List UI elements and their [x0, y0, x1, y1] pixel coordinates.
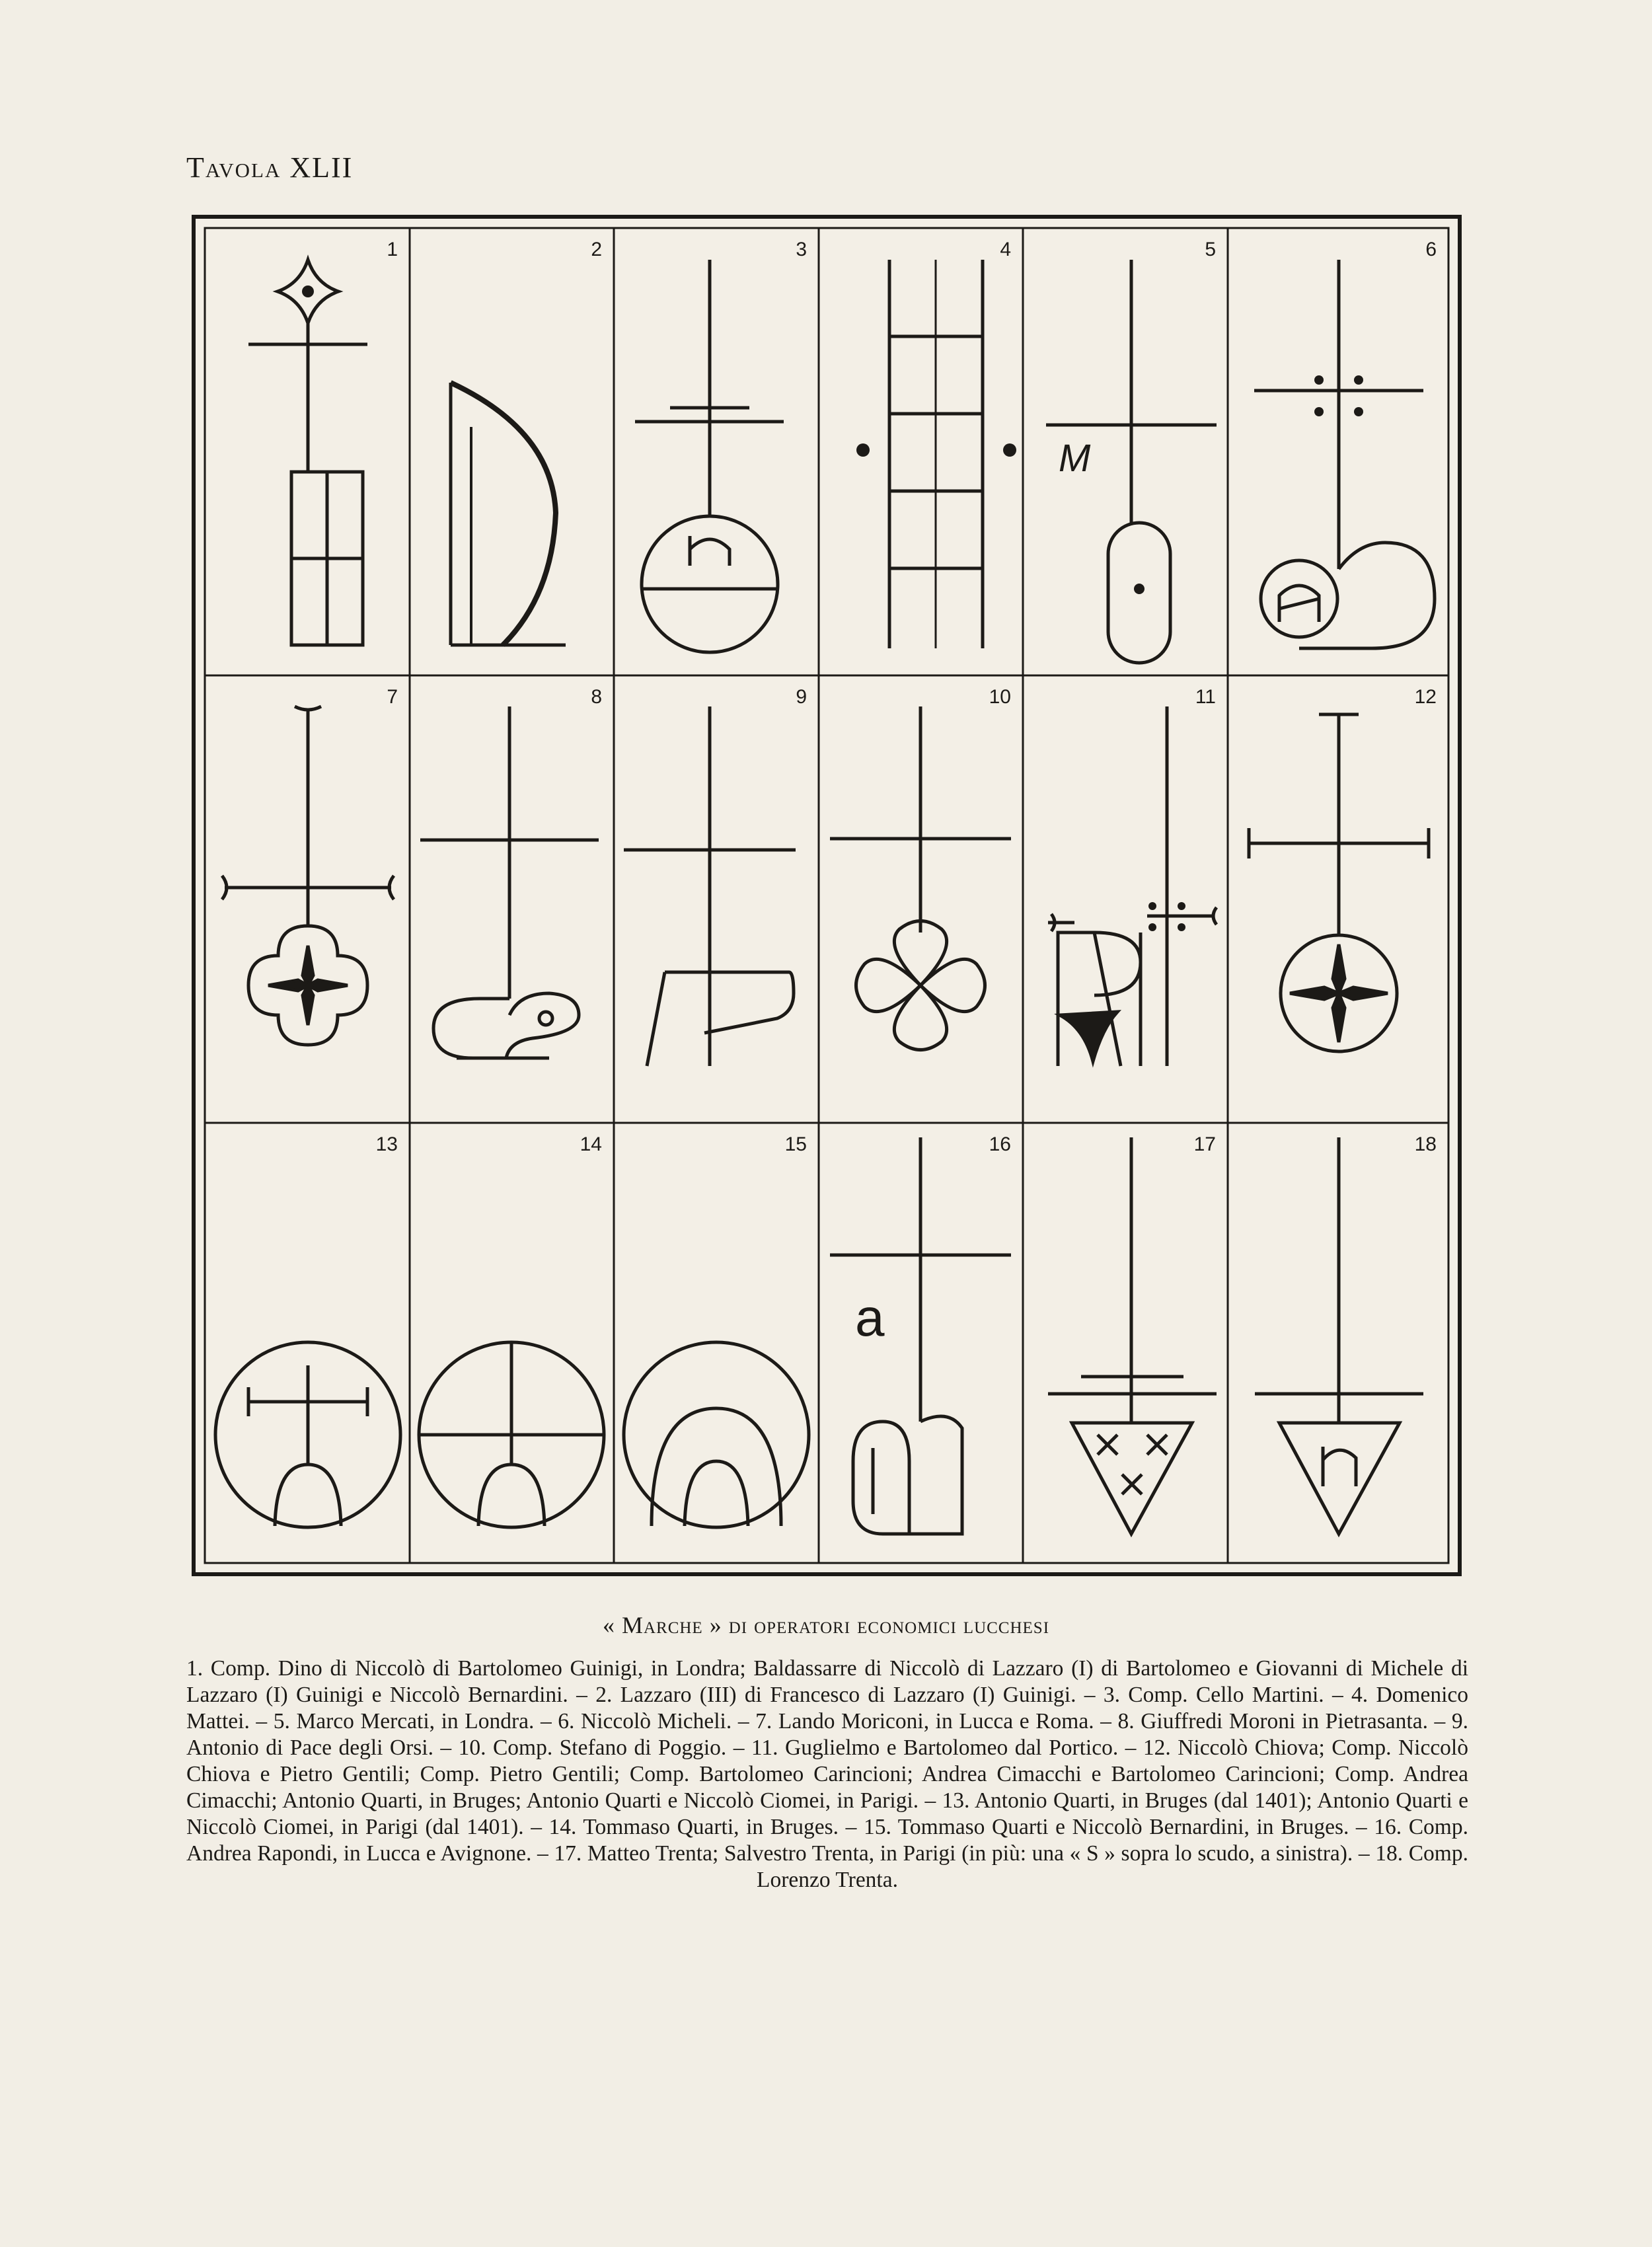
- plate-title: Tavola XLII: [186, 151, 354, 184]
- cell-number-10: 10: [989, 686, 1011, 708]
- mark-14: [419, 1342, 604, 1527]
- cell-number-9: 9: [796, 686, 807, 708]
- mark-1: [248, 260, 367, 645]
- cell-number-17: 17: [1193, 1133, 1216, 1155]
- mark-7: [222, 706, 394, 1045]
- marks-figure: [192, 215, 1462, 1576]
- mark-13: [215, 1342, 400, 1527]
- mark-3: [635, 260, 784, 652]
- mark-12: [1249, 714, 1429, 1051]
- cell-number-16: 16: [989, 1133, 1011, 1155]
- mark-16-letter: a: [855, 1288, 885, 1347]
- cell-number-14: 14: [580, 1133, 602, 1155]
- mark-5-letter: M: [1059, 437, 1091, 480]
- caption-title: « Marche » di operatori economici lucchesi: [602, 1612, 1050, 1638]
- mark-10: [830, 706, 1011, 1050]
- cell-numbers: [376, 239, 1437, 1155]
- mark-8: [420, 706, 599, 1058]
- cell-number-12: 12: [1414, 686, 1437, 708]
- cell-number-7: 7: [387, 686, 398, 708]
- mark-5: [1046, 260, 1217, 663]
- mark-18: [1255, 1137, 1423, 1534]
- mark-2: [451, 383, 566, 645]
- cell-number-11: 11: [1195, 686, 1216, 708]
- cell-number-8: 8: [591, 686, 602, 708]
- mark-11: [1048, 706, 1217, 1066]
- cell-number-3: 3: [796, 239, 807, 260]
- marks-grid: [196, 219, 1458, 1572]
- mark-4: [856, 260, 1016, 648]
- mark-16: [830, 1137, 1011, 1534]
- mark-6: [1254, 260, 1435, 648]
- mark-15: [624, 1342, 809, 1527]
- caption-text: 1. Comp. Dino di Niccolò di Bartolomeo Guinigi, in Londra; Baldassarre di Niccolò di Lazzaro (I) di Bartolomeo e Giovanni di Michele di Lazzaro (I) Guinigi e Niccolò Bernardini. – 2. Lazzaro (III) di Francesco di Lazzaro (I) Guinigi. – 3. Comp. Cello Martini. – 4. Domenico Mattei. – 5. Marco Mercati, in Londra. – 6. Niccolò Micheli. – 7. Lando Moriconi, in Lucca e Roma. – 8. Giuffredi Moroni in Pietrasanta. – 9. Antonio di Pace degli Orsi. – 10. Comp. Stefano di Poggio. – 11. Guglielmo e Bartolomeo dal Portico. – 12. Niccolò Chiova; Comp. Niccolò Chiova e Pietro Gentili; Comp. Pietro Gentili; Comp. Bartolomeo Carincioni; Andrea Cimacchi e Bartolomeo Carincioni; Comp. Andrea Cimacchi; Antonio Quarti, in Bruges; Antonio Quarti e Niccolò Ciomei, in Parigi. – 13. Antonio Quarti, in Bruges (dal 1401); Antonio Quarti e Niccolò Ciomei, in Parigi (dal 1401). – 14. Tommaso Quarti, in Bruges. – 15. Tommaso Quarti e Niccolò Bernardini, in Bruges. – 16. Comp. Andrea Rapondi, in Lucca e Avignone. – 17. Matteo Trenta; Salvestro Trenta, in Parigi (in più: una « S » sopra lo scudo, a sinistra). – 18. Comp. Lorenzo Trenta.: [186, 1656, 1468, 1892]
- cell-number-6: 6: [1425, 239, 1437, 260]
- cell-number-2: 2: [591, 239, 602, 260]
- cell-number-13: 13: [375, 1133, 398, 1155]
- cell-number-4: 4: [1000, 239, 1011, 260]
- cell-number-1: 1: [387, 239, 398, 260]
- cell-number-15: 15: [784, 1133, 807, 1155]
- mark-17: [1048, 1137, 1217, 1534]
- mark-9: [624, 706, 796, 1066]
- cell-number-18: 18: [1414, 1133, 1437, 1155]
- cell-number-5: 5: [1205, 239, 1216, 260]
